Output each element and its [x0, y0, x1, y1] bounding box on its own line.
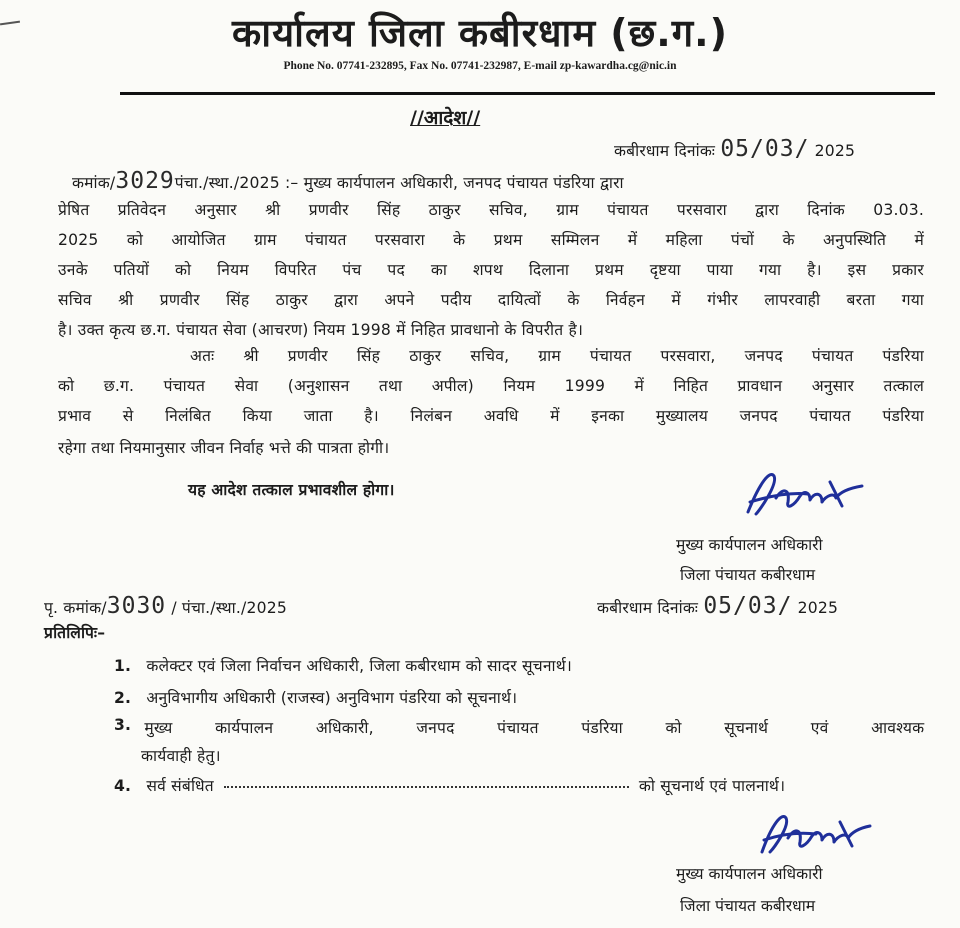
order-body-line: अतः श्री प्रणवीर सिंह ठाकुर सचिव, ग्राम पंचायत परसवारा, जनपद पंचायत पंडरिया — [190, 347, 924, 365]
order-heading: //आदेश// — [410, 107, 481, 129]
order-ref-number: 3029 — [115, 168, 175, 194]
copy-item-number: 1. — [114, 657, 132, 675]
order-body-line: मुख्य कार्यपालन अधिकारी, जनपद पंचायत पंडरिया द्वारा — [303, 174, 624, 192]
copy-item-number: 2. — [114, 689, 132, 707]
endorsement-date-line — [597, 593, 838, 619]
endorsement-ref-suffix: / पंचा./स्था./2025 — [171, 599, 287, 617]
endorsement-signatory-title: मुख्य कार्यपालन अधिकारी — [676, 865, 823, 883]
order-ref-suffix: पंचा./स्था./2025 :– — [174, 174, 299, 192]
order-signatory-title: मुख्य कार्यपालन अधिकारी — [676, 536, 823, 554]
order-signatory-office: जिला पंचायत कबीरधाम — [680, 566, 816, 584]
endorsement-date-handwritten: 05/03/ — [703, 593, 793, 619]
copy-item-tail: को सूचनार्थ एवं पालनार्थ। — [638, 777, 786, 795]
endorsement-ref-number: 3030 — [106, 593, 167, 619]
signature-image — [748, 806, 878, 866]
order-body-line: को छ.ग. पंचायत सेवा (अनुशासन तथा अपील) नियम 1999 में निहित प्रावधान अनुसार तत्काल — [58, 377, 924, 395]
copy-to-label: प्रतिलिपिः– — [44, 624, 106, 642]
order-body-line: सचिव श्री प्रणवीर सिंह ठाकुर द्वारा अपने पदीय दायित्वों के निर्वहन में गंभीर लापरवाही बरता गया — [58, 291, 924, 309]
copy-item — [114, 654, 572, 676]
order-place-date-label: कबीरधाम दिनांकः — [614, 142, 716, 160]
order-ref-prefix: कमांक/ — [72, 174, 116, 192]
copy-item — [114, 774, 785, 796]
copy-item — [114, 716, 928, 738]
order-body-line: 2025 को आयोजित ग्राम पंचायत परसवारा के प्रथम सम्मिलन में महिला पंचों के अनुपस्थिति में — [58, 231, 924, 249]
order-date-year: 2025 — [814, 142, 856, 160]
endorsement-ref-line — [44, 593, 287, 619]
copy-item-text: अनुविभागीय अधिकारी (राजस्व) अनुविभाग पंडरिया को सूचनार्थ। — [146, 689, 518, 707]
copy-item-number: 3. — [114, 716, 132, 734]
copy-item-continuation: कार्यवाही हेतु। — [141, 747, 221, 765]
letterhead-divider — [120, 92, 935, 95]
letterhead-title: कार्यालय जिला कबीरधाम (छ.ग.) — [232, 11, 728, 55]
order-body-line: उनके पतियों को नियम विपरित पंच पद का शपथ दिलाना प्रथम दृष्टया पाया गया है। इस प्रकार — [58, 261, 924, 279]
signature-image — [730, 462, 880, 532]
order-body-line: है। उक्त कृत्य छ.ग. पंचायत सेवा (आचरण) नियम 1998 में निहित प्रावधानो के विपरीत है। — [58, 321, 584, 339]
letterhead-contact: Phone No. 07741-232895, Fax No. 07741-232987, E-mail zp-kawardha.cg@nic.in — [283, 60, 677, 72]
order-date-line — [614, 136, 855, 162]
blank-dotted-line — [224, 786, 629, 788]
copy-item — [114, 686, 517, 708]
endorsement-date-year: 2025 — [797, 599, 839, 617]
copy-item-text: सर्व संबंधित — [146, 777, 214, 795]
copy-item-number: 4. — [114, 777, 132, 795]
order-effective-line: यह आदेश तत्काल प्रभावशील होगा। — [188, 481, 395, 499]
order-body-line: प्रेषित प्रतिवेदन अनुसार श्री प्रणवीर सिंह ठाकुर सचिव, ग्राम पंचायत परसवारा द्वारा दिनांक 03.03. — [58, 201, 924, 219]
endorsement-place-date-label: कबीरधाम दिनांकः — [597, 599, 699, 617]
endorsement-ref-prefix: पृ. कमांक/ — [44, 599, 107, 617]
endorsement-signatory-office: जिला पंचायत कबीरधाम — [680, 897, 816, 915]
copy-item-text: कलेक्टर एवं जिला निर्वाचन अधिकारी, जिला कबीरधाम को सादर सूचनार्थ। — [146, 657, 572, 675]
order-date-handwritten: 05/03/ — [720, 136, 810, 162]
order-ref-line — [72, 168, 624, 194]
order-body-line: प्रभाव से निलंबित किया जाता है। निलंबन अवधि में इनका मुख्यालय जनपद पंचायत पंडरिया — [58, 407, 924, 425]
order-body-line: रहेगा तथा नियमानुसार जीवन निर्वाह भत्ते की पात्रता होगी। — [58, 439, 390, 457]
copy-item-text: मुख्य कार्यपालन अधिकारी, जनपद पंचायत पंडरिया को सूचनार्थ एवं आवश्यक — [144, 719, 925, 737]
